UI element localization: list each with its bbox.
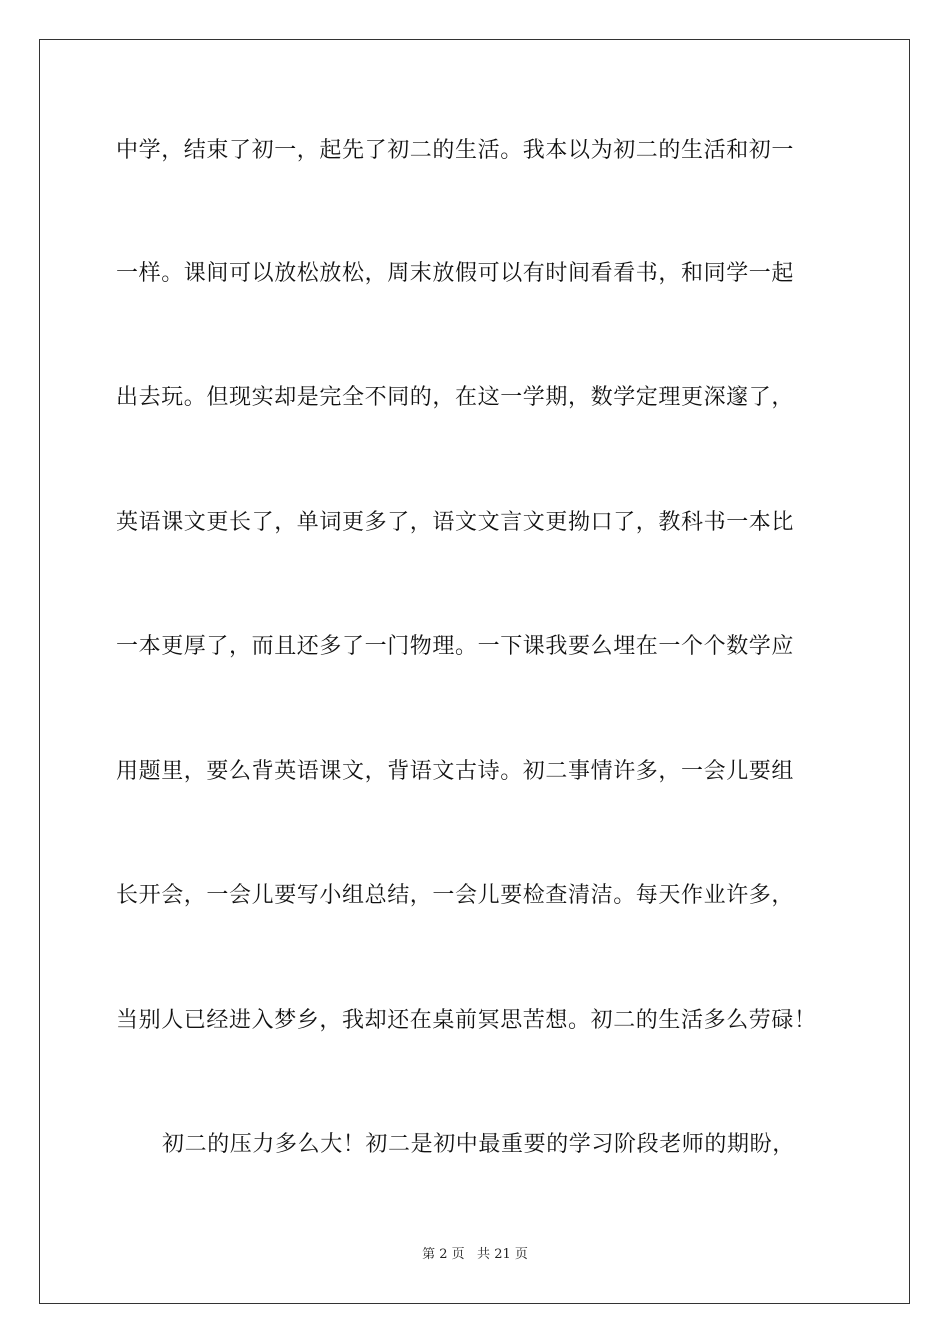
text-line: 英语课文更长了，单词更多了，语文文言文更拗口了，教科书一本比 — [116, 510, 795, 535]
text-line: 用题里，要么背英语课文，背语文古诗。初二事情许多，一会儿要组 — [116, 759, 795, 784]
text-line: 一本更厚了，而且还多了一门物理。一下课我要么埋在一个个数学应 — [116, 634, 795, 659]
page-border — [39, 39, 910, 1304]
text-line: 一样。课间可以放松放松，周末放假可以有时间看看书，和同学一起 — [116, 261, 795, 286]
page-number: 第 2 页 共 21 页 — [422, 1247, 528, 1262]
text-line: 当别人已经进入梦乡，我却还在桌前冥思苦想。初二的生活多么劳碌！ — [116, 1008, 817, 1033]
text-line: 长开会，一会儿要写小组总结，一会儿要检查清洁。每天作业许多， — [116, 883, 795, 908]
text-line: 中学，结束了初一，起先了初二的生活。我本以为初二的生活和初一 — [116, 138, 795, 163]
text-line: 出去玩。但现实却是完全不同的，在这一学期，数学定理更深邃了， — [116, 385, 795, 410]
paragraph-start-line: 初二的压力多么大！初二是初中最重要的学习阶段老师的期盼， — [162, 1132, 795, 1157]
